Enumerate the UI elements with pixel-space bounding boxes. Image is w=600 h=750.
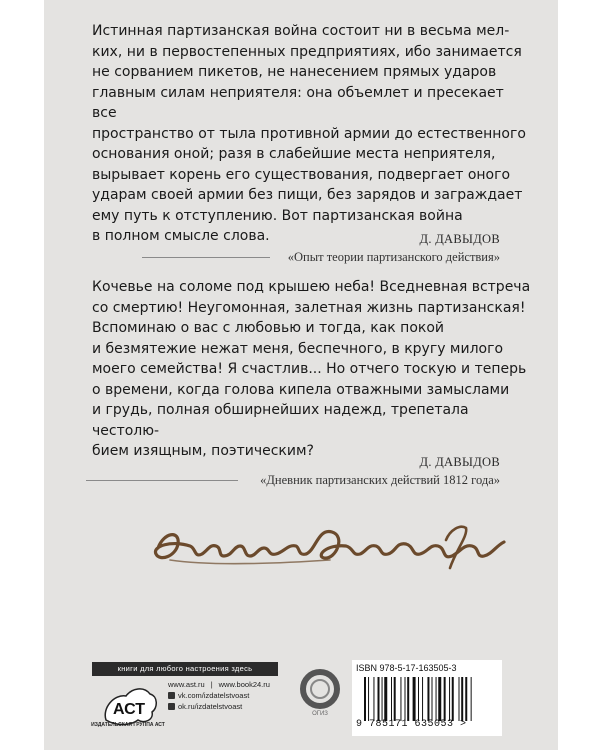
quote-1-source: «Опыт теории партизанского действия»	[287, 250, 500, 264]
site-link-ast[interactable]: www.ast.ru	[168, 680, 205, 689]
social-link-vk[interactable]: vk.com/izdatelstvoast	[178, 691, 250, 700]
isbn-number: ISBN 978-5-17-163505-3	[356, 663, 457, 673]
social-link-ok[interactable]: ok.ru/izdatelstvoast	[178, 702, 243, 711]
tagline-text: книги для любого настроения здесь	[117, 664, 253, 673]
publisher-links	[168, 679, 270, 712]
social-link-vk-row	[168, 690, 270, 701]
site-links	[168, 679, 270, 690]
barcode-icon	[364, 677, 496, 721]
quote-2-text: Кочевье на соломе под крышею неба! Вседневная встреча со смертию! Неугомонная, залетная жизнь партизанская! Вспоминаю о вас с любовью и тогда, как покой и безмятежие нежат меня, беспечного, в кругу милого моего семейства! Я счастлив... Но отчего тоскую и теперь о времени, когда голова кипела отважными замыслами и грудь, полная обширнейших надежд, трепетала честолю- бием изящным, поэтическим?	[92, 279, 531, 459]
vk-icon	[168, 692, 175, 699]
quote-1-text: Истинная партизанская война состоит ни в весьма мел- ких, ни в первостепенных предприятиях, ибо занимается не сорванием пикетов, не нанесением прямых ударов главным силам неприятеля: она объемлет и пресекает все пространство от тыла противной армии до естественного основания оной; разя в слабейшие места неприятеля, вырывает корень его существования, подвергает оного ударам своей армии без пищи, без зарядов и заграждает ему путь к отступлению. Вот партизанская война в полном смысле слова.	[92, 23, 526, 244]
quote-2-author: Д. ДАВЫДОВ	[419, 455, 500, 469]
barcode-digits: 9 785171 635053 >	[356, 719, 467, 730]
ogiz-logo-text: ОГИЗ	[312, 711, 328, 717]
handwritten-signature	[150, 510, 510, 580]
ast-logo-text: АСТ	[112, 701, 146, 718]
quote-2-divider	[86, 480, 238, 481]
quote-2-source: «Дневник партизанских действий 1812 года»	[260, 473, 500, 487]
publisher-caption: ИЗДАТЕЛЬСКАЯ ГРУППА АСТ	[91, 722, 165, 728]
tagline-band	[92, 662, 278, 676]
ok-icon	[168, 703, 175, 710]
site-link-separator: |	[210, 680, 213, 689]
quote-1-author: Д. ДАВЫДОВ	[419, 232, 500, 246]
quote-1-divider	[142, 257, 270, 258]
ogiz-logo-icon	[298, 667, 342, 727]
social-link-ok-row	[168, 701, 270, 712]
site-link-book24[interactable]: www.book24.ru	[218, 680, 270, 689]
